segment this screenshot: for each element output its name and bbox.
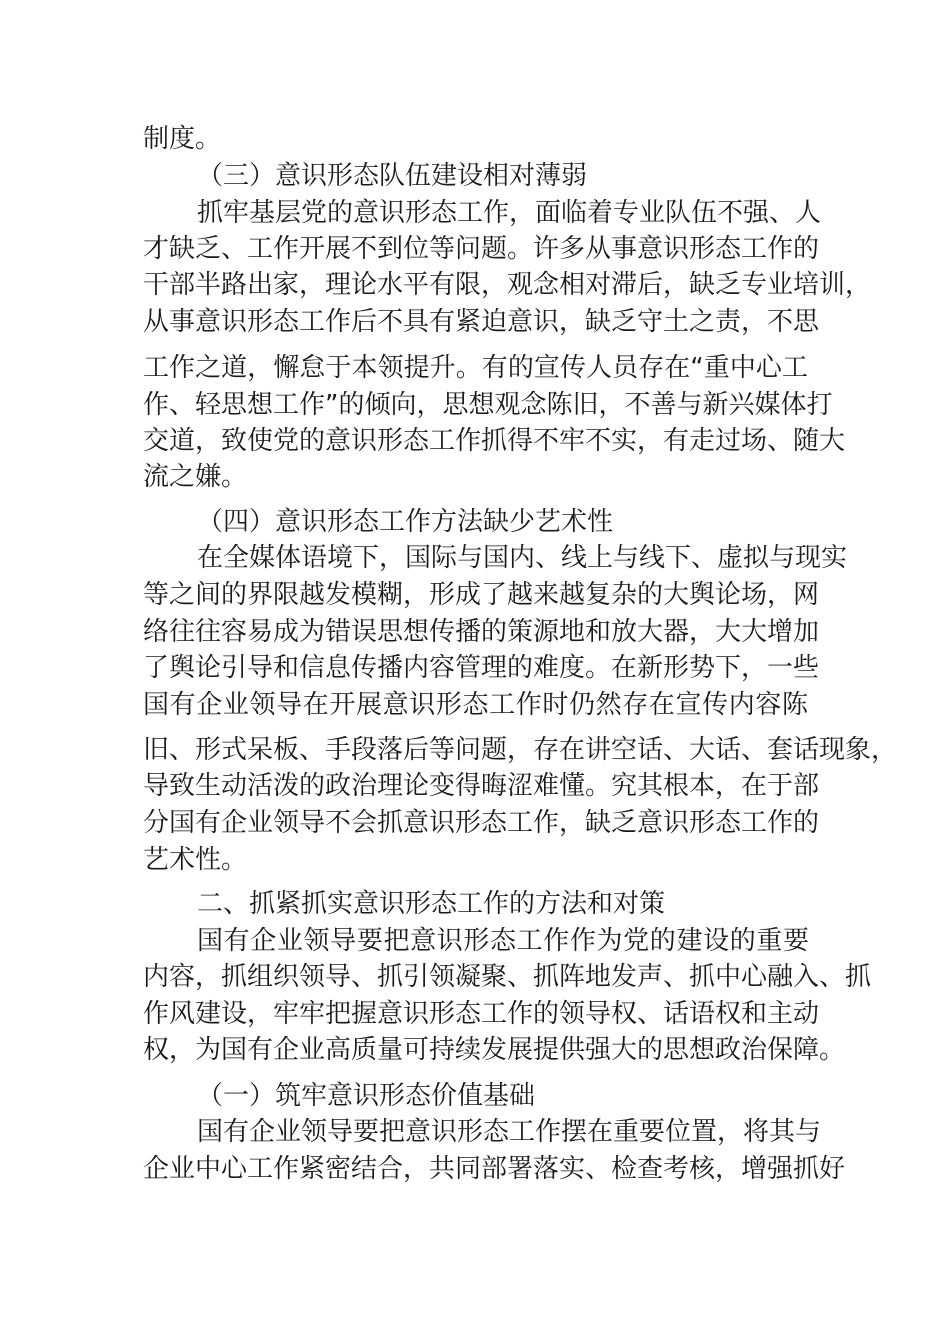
section-heading-3: （三）意识形态队伍建设相对薄弱: [197, 161, 588, 191]
paragraph-line: 导致生动活泼的政治理论变得晦涩难懂。究其根本，在于部: [143, 771, 820, 801]
paragraph-line: 工作之道，懈怠于本领提升。有的宣传人员存在“重中心工: [143, 353, 808, 383]
paragraph-line: 旧、形式呆板、手段落后等问题，存在讲空话、大话、套话现象，: [143, 735, 898, 765]
paragraph-line: 国有企业领导要把意识形态工作作为党的建设的重要: [197, 926, 809, 956]
paragraph-line: 了舆论引导和信息传播内容管理的难度。在新形势下，一些: [143, 653, 820, 683]
paragraph-line: 干部半路出家，理论水平有限，观念相对滞后，缺乏专业培训，: [143, 270, 872, 300]
paragraph-line: 抓牢基层党的意识形态工作，面临着专业队伍不强、人: [197, 198, 822, 228]
paragraph-line: 艺术性。: [143, 845, 248, 875]
paragraph-line: 作风建设，牢牢把握意识形态工作的领导权、话语权和主动: [143, 999, 820, 1029]
paragraph-line: 权，为国有企业高质量可持续发展提供强大的思想政治保障。: [143, 1035, 846, 1065]
paragraph-line: 等之间的界限越发模糊，形成了越来越复杂的大舆论场，网: [143, 580, 820, 610]
section-heading-1: （一）筑牢意识形态价值基础: [197, 1081, 536, 1111]
paragraph-line: 作、轻思想工作”的倾向，思想观念陈旧，不善与新兴媒体打: [143, 390, 833, 420]
paragraph-line: 络往往容易成为错误思想传播的策源地和放大器，大大增加: [143, 617, 820, 647]
paragraph-line: 国有企业领导在开展意识形态工作时仍然存在宣传内容陈: [143, 690, 808, 720]
paragraph-line: 内容，抓组织领导、抓引领凝聚、抓阵地发声、抓中心融入、抓: [143, 962, 872, 992]
paragraph-line: 分国有企业领导不会抓意识形态工作，缺乏意识形态工作的: [143, 808, 820, 838]
paragraph-line: 交道，致使党的意识形态工作抓得不牢不实，有走过场、随大: [143, 426, 846, 456]
paragraph-line: 制度。: [143, 124, 222, 154]
paragraph-line: 才缺乏、工作开展不到位等问题。许多从事意识形态工作的: [143, 234, 820, 264]
chapter-heading: 二、抓紧抓实意识形态工作的方法和对策: [197, 889, 666, 919]
section-heading-4: （四）意识形态工作方法缺少艺术性: [197, 507, 614, 537]
paragraph-line: 企业中心工作紧密结合，共同部署落实、检查考核，增强抓好: [143, 1154, 846, 1184]
paragraph-line: 在全媒体语境下，国际与国内、线上与线下、虚拟与现实: [197, 543, 848, 573]
paragraph-line: 国有企业领导要把意识形态工作摆在重要位置，将其与: [197, 1117, 822, 1147]
paragraph-line: 从事意识形态工作后不具有紧迫意识，缺乏守土之责，不思: [143, 307, 820, 337]
paragraph-line: 流之嫌。: [143, 462, 248, 492]
